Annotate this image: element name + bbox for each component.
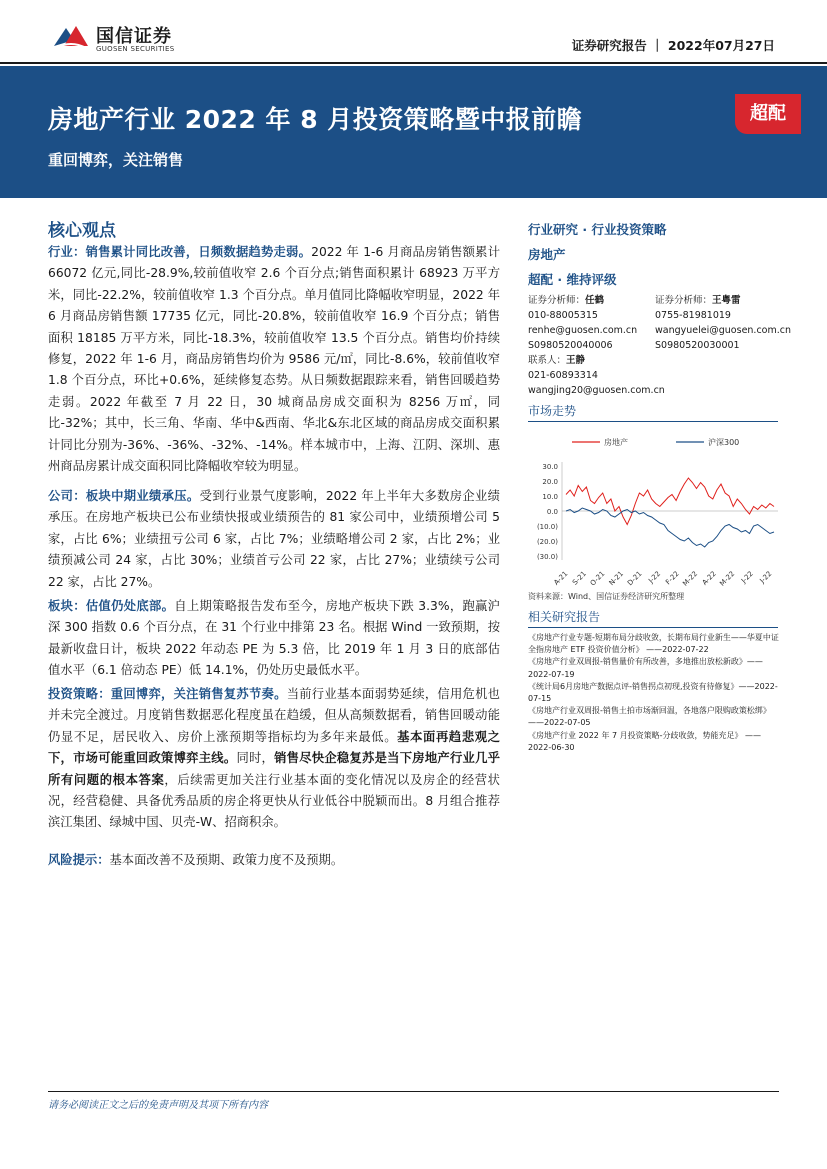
brand-name: 国信证券: [96, 26, 172, 47]
x-tick-label: S-21: [571, 569, 588, 587]
contact-name: 王静: [566, 355, 586, 366]
paragraph-body: 受到行业景气度影响，2022 年上半年大多数房企业绩承压。在房地产板块已公布业绩快报或业绩预告的 81 家公司中，业绩预增公司 5 家，占比 6%；业绩扭亏公司 6 家，占比 7%；业绩略增公司 2 家，占比 2%；业绩预减公司 24 家，占比 30%；业绩首亏公司 22 家，占比 27%；业绩续亏公司 22 家，占比 27%。: [48, 489, 500, 589]
guosen-logo-icon: [52, 22, 90, 52]
analyst-cert: S0980520040006: [528, 340, 613, 351]
header-divider: [0, 62, 827, 64]
paragraph-lead: 板块：估值仍处底部。: [48, 599, 175, 613]
related-report-item[interactable]: 《统计局6月房地产数据点评-销售拐点初现,投资有待修复》——2022-07-15: [528, 681, 778, 704]
related-reports-title: 相关研究报告: [528, 608, 778, 628]
analyst-phone: 010-88005315: [528, 310, 598, 321]
analyst-cert: S0980520030001: [655, 340, 740, 351]
legend-label: 房地产: [604, 438, 628, 447]
y-tick-label: 0.0: [546, 508, 558, 516]
y-tick-label: (30.0): [536, 553, 558, 561]
x-tick-label: M-22: [718, 569, 737, 588]
y-tick-label: (10.0): [536, 523, 558, 531]
x-tick-label: J-22: [739, 569, 755, 585]
paragraph-body: 当前行业基本面弱势延续，信用危机也并未完全渡过。月度销售数据恶化程度虽在趋缓，但从高频数据看，销售回暖动能仍显不足，居民收入、房价上涨预期等指标均为多年来最低。: [48, 687, 500, 744]
y-tick-label: (20.0): [536, 538, 558, 546]
analyst-email[interactable]: wangyuelei@guosen.com.cn: [655, 325, 792, 336]
paragraph-bold: 基本面再趋悲观之下，市场可能重回政策博弈主线。: [48, 729, 500, 766]
y-tick-label: 30.0: [542, 463, 558, 471]
paragraph-lead: 行业：销售累计同比改善，日频数据趋势走弱。: [48, 245, 312, 259]
report-type-date: 证券研究报告 ｜ 2022年07月27日: [571, 38, 775, 53]
section-title: 核心观点: [48, 221, 116, 241]
report-category: 行业研究 · 行业投资策略: [528, 222, 667, 237]
report-subtitle: 重回博弈，关注销售: [48, 151, 184, 169]
paragraph-sector: [48, 596, 500, 682]
x-tick-label: F-22: [664, 569, 681, 587]
y-tick-label: 20.0: [542, 478, 558, 486]
chart-source: 资料来源：Wind、国信证券经济研究所整理: [528, 592, 685, 601]
paragraph-body: 2022 年 1-6 月商品房销售额累计 66072 亿元,同比-28.9%,较前值收窄 2.6 个百分点;销售面积累计 68923 万平方米，同比-22.2%，较前值收窄 1.3 个百分点。单月值同比降幅收窄明显，2022 年 6 月商品房销售额 17735 亿元，同比-20.8%，较前值收窄 16.9 个百分点；销售面积 18185 万平方米，同比-18.3%，较前值收窄 13.5 个百分点。销售均价持续修复，2022 年 1-6 月，商品房销售均价为 9586 元/㎡，同比-8.6%，较前值收窄 1.8 个百分点，环比+0.6%，延续修复态势。从日频数据跟踪来看，销售回暖趋势走弱。2022 年截至 7 月 22 日，30 城商品房成交面积为 8256 万㎡，同比-32%；其中，长三角、华南、华中&西南、华北&东北区域的商品房成交面积累计同比分别为-36%、-36%、-32%、-14%。样本城市中，上海、江阴、深圳、惠州商品房累计成交面积同比降幅收窄较为明显。: [48, 245, 500, 474]
x-tick-label: N-21: [607, 569, 626, 588]
analyst-name: 任鹤: [585, 295, 605, 306]
footer-disclaimer: 请务必阅读正文之后的免责声明及其项下所有内容: [48, 1100, 268, 1111]
x-tick-label: J-22: [647, 569, 663, 585]
report-title: 房地产行业 2022 年 8 月投资策略暨中报前瞻: [48, 105, 583, 134]
analyst-phone: 0755-81981019: [655, 310, 731, 321]
analyst-role: 证券分析师：: [655, 295, 713, 306]
x-tick-label: A-22: [700, 569, 718, 587]
rating-line: 超配 · 维持评级: [528, 272, 617, 287]
legend-label: 沪深300: [708, 438, 740, 447]
paragraph-risk: [48, 850, 500, 871]
paragraph-body: ，后续需更加关注行业基本面的变化情况以及房企的经营状况，经营稳健、具备优秀品质的房企将更快从行业低谷中脱颖而出。8 月组合推荐滨江集团、绿城中国、贝壳-W、招商积余。: [48, 772, 500, 830]
related-report-item[interactable]: 《房地产行业双周报-销售土拍市场渐回温，各地落户限购政策松绑》 ——2022-07-05: [528, 706, 771, 728]
paragraph-bold: 销售尽快企稳复苏是当下房地产行业几乎所有问题的根本答案: [48, 751, 500, 787]
analyst-role: 证券分析师：: [528, 295, 586, 306]
paragraph-lead: 风险提示：: [48, 853, 110, 867]
footer-divider: [48, 1091, 779, 1092]
contact-phone: 021-60893314: [528, 370, 598, 381]
contact-role: 联系人：: [528, 355, 567, 366]
x-tick-label: D-21: [626, 569, 644, 588]
related-report-item[interactable]: 《房地产行业专题-短期布局分歧收敛，长期布局行业新生——华夏中证全指房地产 ETF 投资价值分析》 ——2022-07-22: [528, 633, 779, 655]
x-tick-label: O-21: [588, 569, 607, 588]
x-tick-label: J-22: [758, 569, 774, 585]
analyst-card: [655, 293, 791, 353]
paragraph-strategy: [48, 684, 500, 834]
related-reports-list: [528, 632, 784, 754]
paragraph-industry: [48, 242, 500, 477]
market-trend-chart: [528, 428, 784, 588]
rating-badge: 超配: [735, 94, 801, 134]
contact-card: [528, 353, 665, 398]
market-trend-title: 市场走势: [528, 402, 778, 422]
analyst-email[interactable]: renhe@guosen.com.cn: [528, 325, 638, 336]
series-line-1: [566, 478, 774, 525]
paragraph-body: 自上期策略报告发布至今，房地产板块下跌 3.3%，跑赢沪深 300 指数 0.6 个百分点，在 31 个行业中排第 23 名。根据 Wind 一致预期，按最新收盘日计，板块 2022 年动态 PE 为 5.3 倍，比 2019 年 1 月 3 日的底部估值水平（6.1 倍动态 PE）低 14.1%，仍处历史最低水平。: [48, 599, 500, 678]
paragraph-lead: 投资策略：重回博弈，关注销售复苏节奏。: [48, 687, 287, 701]
contact-email[interactable]: wangjing20@guosen.com.cn: [528, 385, 665, 396]
paragraph-lead: 公司：板块中期业绩承压。: [48, 489, 200, 503]
x-tick-label: A-21: [552, 569, 570, 587]
related-report-item[interactable]: 《房地产行业双周报-销售量价有所改善，多地推出放松新政》——2022-07-19: [528, 657, 763, 679]
industry-name: 房地产: [528, 247, 566, 262]
analyst-card: [528, 293, 637, 353]
brand-name-en: GUOSEN SECURITIES: [96, 45, 175, 53]
paragraph-body: 基本面改善不及预期、政策力度不及预期。: [109, 853, 344, 867]
analyst-name: 王粤雷: [712, 295, 741, 306]
x-tick-label: M-22: [681, 569, 700, 588]
paragraph-company: [48, 486, 500, 593]
y-tick-label: 10.0: [542, 493, 558, 501]
related-report-item[interactable]: 《房地产行业 2022 年 7 月投资策略-分歧收敛，势能充足》 ——2022-06-30: [528, 730, 762, 752]
series-line-2: [566, 508, 774, 547]
paragraph-body: 同时，: [236, 751, 275, 766]
